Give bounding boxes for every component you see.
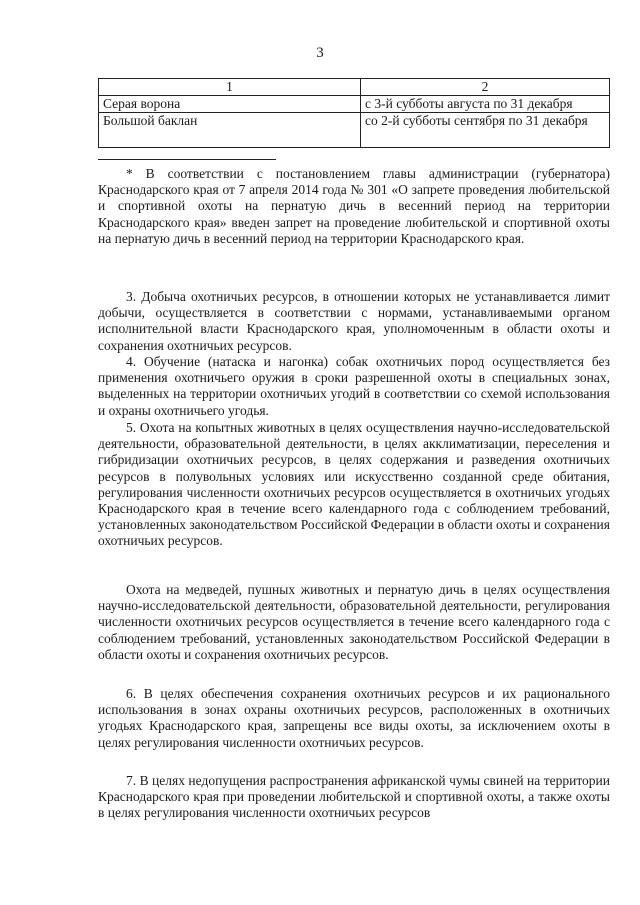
table-header-cell: 1 bbox=[99, 79, 361, 96]
paragraph-4: 4. Обучение (натаска и нагонка) собак охотничьих пород осуществляется без применения охотничьего оружия в сроки разрешенной охоты в специальных зонах, выделенных на территории охотничьих угодий в соответствии со схемой использования и охраны охотничьего угодья. bbox=[98, 354, 610, 418]
paragraph-7: 7. В целях недопущения распространения африканской чумы свиней на территории Краснодарского края при проведении любительской и спортивной охоты, а также охоты в целях регулирования численности охотничьих ресурсов bbox=[98, 773, 610, 821]
paragraph-6: 6. В целях обеспечения сохранения охотничьих ресурсов и их рационального использования в зонах охраны охотничьих ресурсов, расположенных в охотничьих угодьях Краснодарского края, запрещены все виды охоты, за исключением охоты в целях регулирования численности охотничьих ресурсов. bbox=[98, 686, 610, 750]
page-number: 3 bbox=[316, 45, 324, 61]
hunting-dates-table bbox=[98, 78, 610, 148]
table-row bbox=[99, 96, 610, 113]
table-header-cell: 2 bbox=[361, 79, 610, 96]
table-cell-period: со 2-й субботы сентября по 31 декабря bbox=[361, 113, 610, 148]
table-cell-species: Большой баклан bbox=[99, 113, 361, 148]
footnote: * В соответствии с постановлением главы администрации (губернатора) Краснодарского края от 7 апреля 2014 года № 301 «О запрете проведения любительской и спортивной охоты на пернатую дичь в весенний период на территории Краснодарского края» введен запрет на проведение любительской и спортивной охоты на пернатую дичь в весенний период на территории Краснодарского края. bbox=[98, 166, 610, 246]
table-cell-species: Серая ворона bbox=[99, 96, 361, 113]
paragraph-5-continued: Охота на медведей, пушных животных и пернатую дичь в целях осуществления научно-исследовательской деятельности, образовательной деятельности, регулирования численности охотничьих ресурсов осуществляется в течение всего календарного года с соблюдением требований, установленных законодательством Российской Федерации в области охоты и сохранения охотничьих ресурсов. bbox=[98, 582, 610, 662]
table-cell-period: с 3-й субботы августа по 31 декабря bbox=[361, 96, 610, 113]
paragraph-5: 5. Охота на копытных животных в целях осуществления научно-исследовательской деятельности, образовательной деятельности, в целях акклиматизации, переселения и гибридизации охотничьих ресурсов, в целях содержания и разведения охотничьих ресурсов в полувольных условиях или искусственно созданной среде обитания, регулирования численности охотничьих ресурсов осуществляется в охотничьих угодьях Краснодарского края в течение всего календарного года с соблюдением требований, установленных законодательством Российской Федерации в области охоты и сохранения охотничьих ресурсов. bbox=[98, 420, 610, 549]
footnote-divider bbox=[98, 159, 276, 160]
table-row bbox=[99, 113, 610, 148]
table-header-row bbox=[99, 79, 610, 96]
paragraph-3: 3. Добыча охотничьих ресурсов, в отношении которых не устанавливается лимит добычи, осуществляется в соответствии с нормами, устанавливаемыми органом исполнительной власти Краснодарского края, уполномоченным в области охоты и сохранения охотничьих ресурсов. bbox=[98, 289, 610, 353]
